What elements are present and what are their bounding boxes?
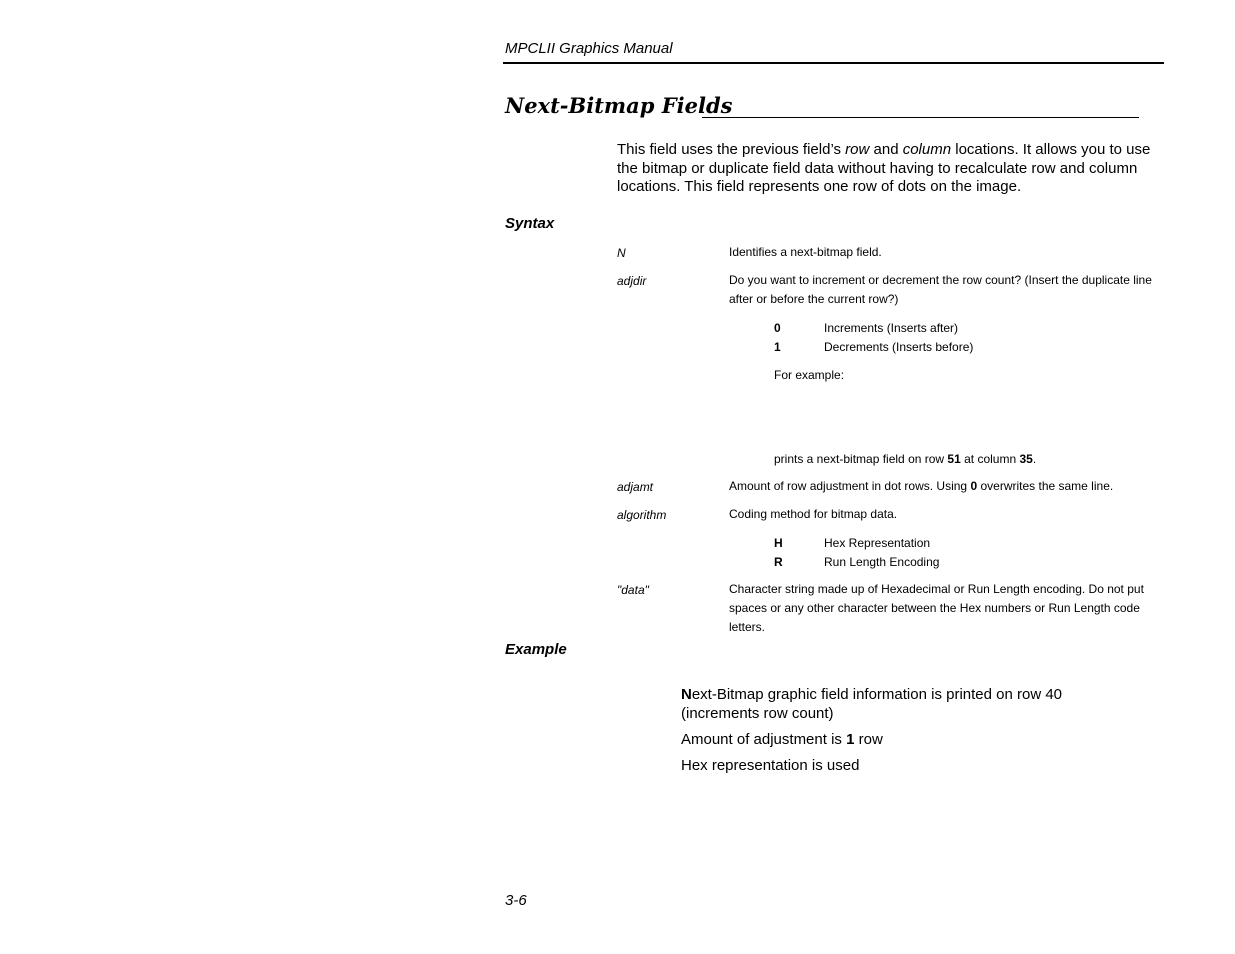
adjamt-text-2: overwrites the same line. — [977, 479, 1114, 493]
param-n-term: N — [617, 246, 626, 260]
param-n-desc: Identifies a next-bitmap field. — [729, 245, 882, 259]
syntax-heading: Syntax — [505, 215, 555, 232]
adjdir-desc-1: Decrements (Inserts before) — [824, 340, 974, 354]
algorithm-desc-h: Hex Representation — [824, 536, 931, 550]
algorithm-code-h: H — [774, 536, 783, 550]
intro-text-2: locations. It allows you to use the bitmap or duplicate field data without having to recalculate row and column locations. This field represents one row of dots on the image. — [617, 141, 1151, 195]
example-line-2-text-2: row — [854, 731, 883, 748]
prints-text-1: prints a next-bitmap field on row — [774, 452, 948, 466]
title-rule — [702, 117, 1139, 118]
running-header: MPCLII Graphics Manual — [505, 40, 673, 57]
example-line-2-text-1: Amount of adjustment is — [681, 731, 847, 748]
prints-row-value: 51 — [947, 452, 961, 466]
example-line-2 — [681, 730, 1121, 749]
prints-end: . — [1032, 452, 1037, 466]
adjdir-code-0: 0 — [774, 321, 781, 335]
adjdir-code-1: 1 — [774, 340, 781, 354]
example-line-1 — [681, 685, 1121, 723]
intro-paragraph — [617, 141, 1157, 197]
example-heading: Example — [505, 641, 567, 658]
adjdir-desc-0: Increments (Inserts after) — [824, 321, 959, 335]
param-data-desc: Character string made up of Hexadecimal or Run Length encoding. Do not put spaces or any other character between the Hex numbers or Run Length code letters. — [729, 582, 1144, 634]
example-line-2-bold: 1 — [846, 731, 855, 748]
example-line-3: Hex representation is used — [681, 757, 860, 774]
intro-and-word: and — [869, 141, 903, 158]
intro-row-word: row — [845, 141, 870, 158]
intro-column-word: column — [902, 141, 952, 158]
example-line-1-bold: N — [681, 686, 692, 703]
param-adjdir-desc: Do you want to increment or decrement the row count? (Insert the duplicate line after or before the current row?) — [729, 273, 1152, 306]
section-title: Next-Bitmap Fields — [505, 93, 733, 118]
param-data-term: "data" — [617, 583, 649, 597]
for-example-label: For example: — [774, 368, 845, 382]
intro-text-1: This field uses the previous field’s — [617, 141, 846, 158]
prints-text-2: at column — [960, 452, 1020, 466]
header-rule — [503, 62, 1164, 64]
param-algorithm-term: algorithm — [617, 508, 667, 522]
prints-column-value: 35 — [1019, 452, 1033, 466]
param-algorithm-desc: Coding method for bitmap data. — [729, 507, 898, 521]
param-adjamt-term: adjamt — [617, 480, 654, 494]
example-line-1-text: ext-Bitmap graphic field information is printed on row 40 (increments row count) — [681, 686, 1063, 722]
algorithm-code-r: R — [774, 555, 783, 569]
adjamt-zero: 0 — [970, 479, 978, 493]
page-number: 3-6 — [505, 892, 527, 909]
param-adjamt-desc — [729, 477, 1154, 496]
algorithm-desc-r: Run Length Encoding — [824, 555, 940, 569]
param-adjdir-term: adjdir — [617, 274, 647, 288]
prints-sentence — [774, 452, 1036, 466]
adjamt-text-1: Amount of row adjustment in dot rows. Using — [729, 479, 971, 493]
